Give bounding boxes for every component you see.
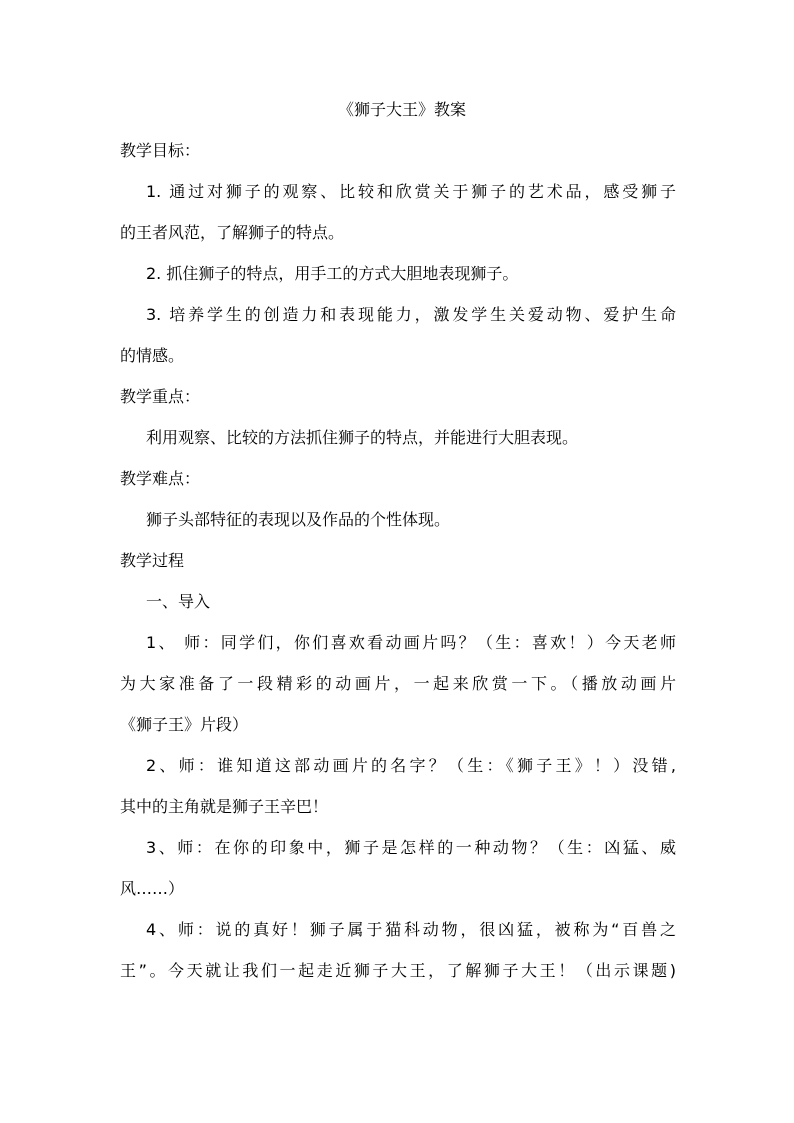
step-2: [120, 756, 676, 817]
goal-1-line-1: 1. 通过对狮子的观察、比较和欣赏关于狮子的艺术品，感受狮子: [146, 182, 676, 201]
goals-heading: 教学目标：: [120, 141, 201, 160]
step-1-line-1: 1、 师：同学们，你们喜欢看动画片吗？（生：喜欢！）今天老师: [146, 633, 676, 652]
key-points-text: 利用观察、比较的方法抓住狮子的特点，并能进行大胆表现。: [146, 428, 579, 447]
difficulty-heading: 教学难点：: [120, 469, 201, 488]
step-3-line-2: 风……）: [120, 879, 185, 898]
document-body: [120, 100, 676, 1002]
step-1-line-2: 为大家准备了一段精彩的动画片，一起来欣赏一下。（播放动画片: [120, 674, 676, 693]
step-4-line-2: 王”。今天就让我们一起走近狮子大王，了解狮子大王！（出示课题): [120, 961, 676, 980]
step-4: [120, 920, 676, 981]
goal-3-line-1: 3. 培养学生的创造力和表现能力，激发学生关爱动物、爱护生命: [146, 305, 676, 324]
step-2-line-2: 其中的主角就是狮子王辛巴！: [120, 797, 329, 816]
part-1-heading: 一、导入: [146, 592, 211, 611]
difficulty-text: 狮子头部特征的表现以及作品的个性体现。: [146, 510, 451, 529]
goal-1: [120, 182, 676, 243]
step-1: [120, 633, 676, 735]
goal-1-line-2: 的王者风范，了解狮子的特点。: [120, 223, 345, 242]
key-points-heading: 教学重点：: [120, 387, 201, 406]
step-2-line-1: 2、师：谁知道这部动画片的名字？（生：《狮子王》！）没错,: [146, 756, 676, 775]
step-4-line-1: 4、师：说的真好！狮子属于猫科动物，很凶猛，被称为“百兽之: [146, 920, 676, 939]
document-title: 《狮子大王》教案: [337, 100, 466, 119]
step-3: [120, 838, 676, 899]
step-3-line-1: 3、师：在你的印象中，狮子是怎样的一种动物？（生：凶猛、威: [146, 838, 676, 857]
goal-2: 2. 抓住狮子的特点，用手工的方式大胆地表现狮子。: [146, 264, 519, 283]
process-heading: 教学过程: [120, 551, 185, 570]
goal-3: [120, 305, 676, 366]
step-1-line-3: 《狮子王》片段）: [120, 715, 249, 734]
goal-3-line-2: 的情感。: [120, 346, 185, 365]
